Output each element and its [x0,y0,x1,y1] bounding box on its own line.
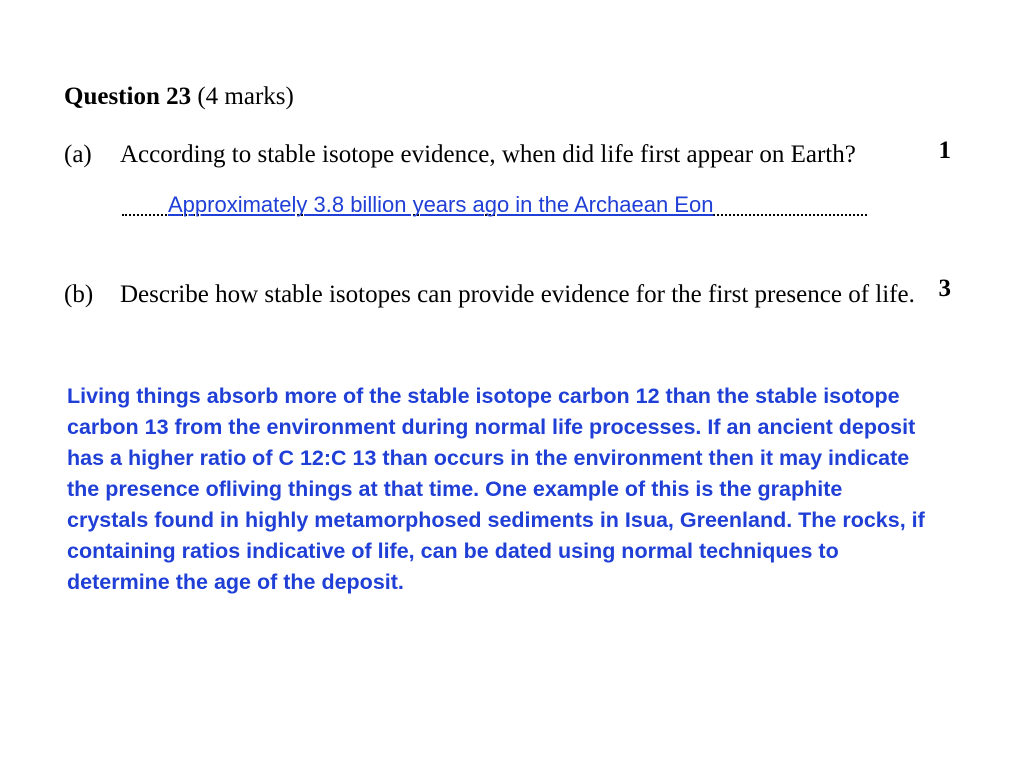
part-a-answer: Approximately 3.8 billion years ago in the Archaean Eon [168,192,714,217]
part-b-question [64,280,915,310]
part-a-question [64,140,856,170]
part-b-answer: Living things absorb more of the stable isotope carbon 12 than the stable isotope carbon 13 from the environment during normal life processes. If an ancient deposit has a higher ratio of C 12:C 13 than occurs in the environment then it may indicate the presence ofliving things at that time. One example of this is the graphite crystals found in highly metamorphosed sediments in Isua, Greenland. The rocks, if containing ratios indicative of life, can be dated using normal techniques to determine the age of the deposit. [67,384,925,594]
part-b-marks: 3 [938,275,951,302]
part-b-prompt: Describe how stable isotopes can provide evidence for the first presence of life. [120,281,915,308]
part-a-prompt: According to stable isotope evidence, when did life first appear on Earth? [120,141,856,168]
question-heading [64,82,294,112]
part-a-marks: 1 [938,137,951,164]
part-a-letter: (a) [64,141,92,168]
part-b-letter: (b) [64,281,94,308]
question-number: Question 23 [64,83,192,110]
question-marks: (4 marks) [197,83,294,110]
